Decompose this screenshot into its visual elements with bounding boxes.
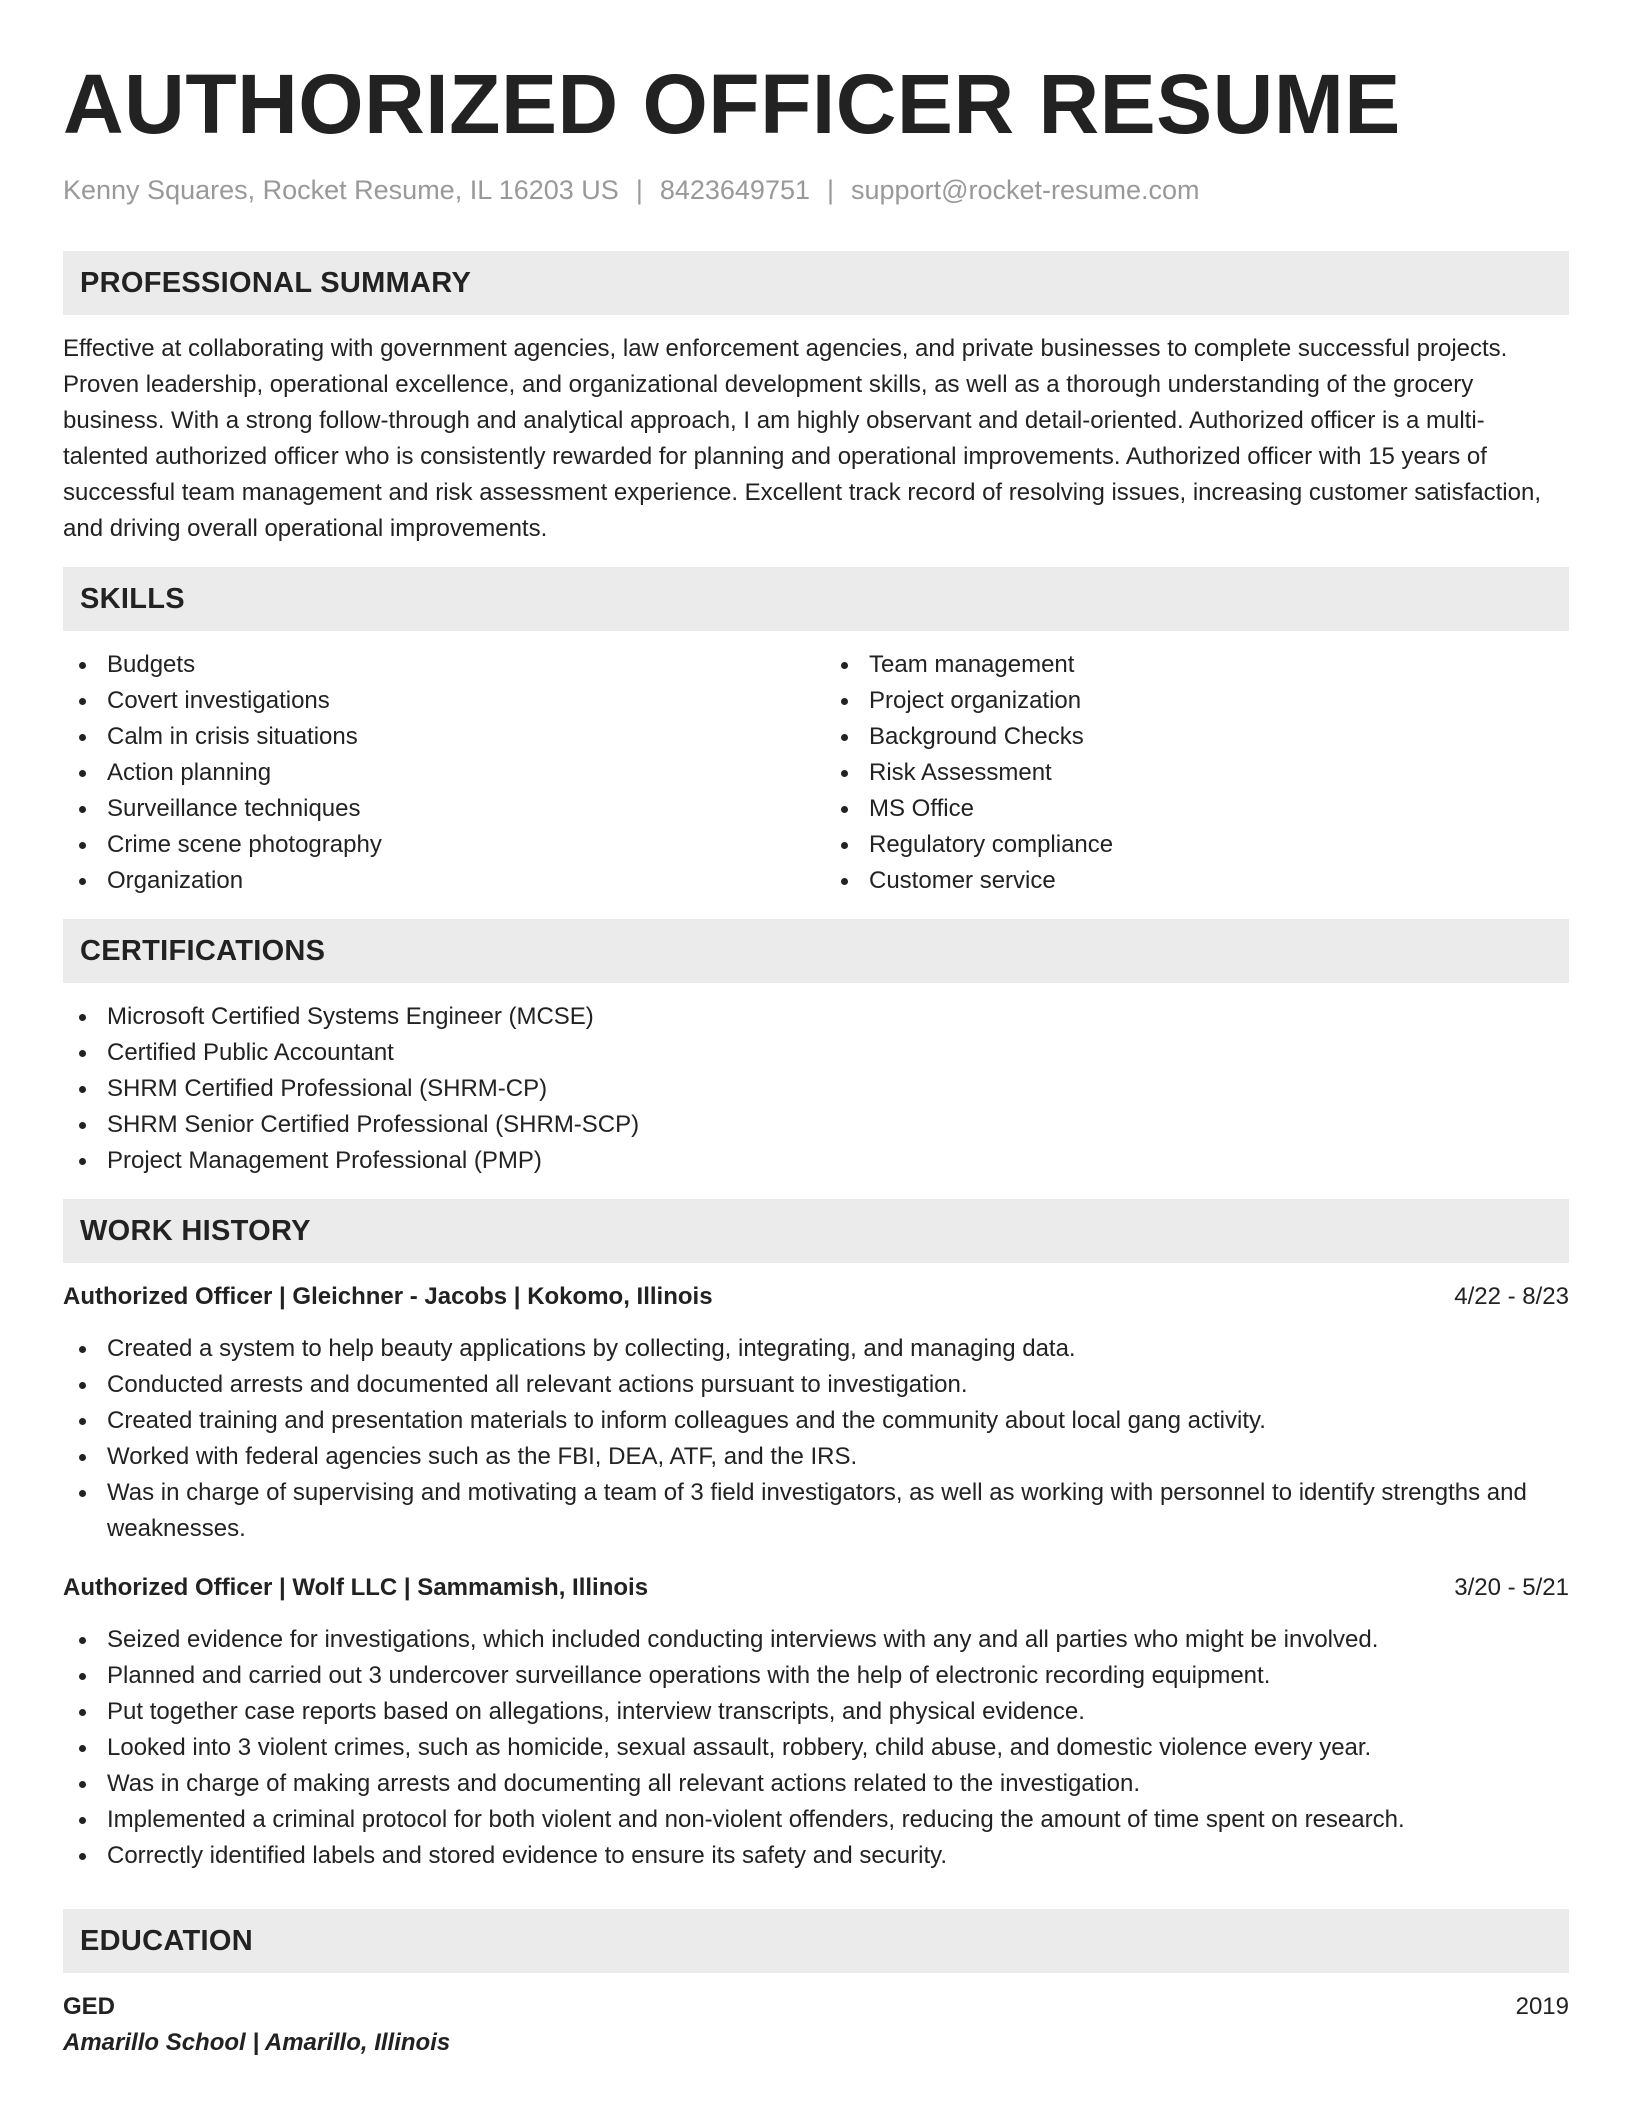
skill-item: Risk Assessment: [825, 755, 1569, 791]
skill-item: Calm in crisis situations: [63, 719, 807, 755]
skill-item: MS Office: [825, 791, 1569, 827]
job-duty: Implemented a criminal protocol for both violent and non-violent offenders, reducing the amount of time spent on research.: [63, 1802, 1569, 1838]
contact-address: Kenny Squares, Rocket Resume, IL 16203 US: [63, 175, 619, 205]
job-header: [63, 1570, 1569, 1606]
job-duty: Correctly identified labels and stored evidence to ensure its safety and security.: [63, 1838, 1569, 1874]
job-duty: Seized evidence for investigations, which included conducting interviews with any and all parties who might be involved.: [63, 1622, 1569, 1658]
skill-item: Regulatory compliance: [825, 827, 1569, 863]
job-duty: Looked into 3 violent crimes, such as homicide, sexual assault, robbery, child abuse, and domestic violence every year.: [63, 1730, 1569, 1766]
summary-heading: PROFESSIONAL SUMMARY: [63, 251, 1569, 315]
certification-item: Certified Public Accountant: [63, 1035, 1569, 1071]
education-year: 2019: [1515, 1993, 1569, 2020]
job-entry: [63, 1570, 1569, 1874]
certification-item: SHRM Certified Professional (SHRM-CP): [63, 1071, 1569, 1107]
skill-item: Budgets: [63, 647, 807, 683]
contact-separator: |: [827, 175, 835, 205]
contact-phone: 8423649751: [659, 175, 810, 205]
job-role: Authorized Officer | Wolf LLC | Sammamish, Illinois: [63, 1574, 649, 1601]
certification-item: SHRM Senior Certified Professional (SHRM-SCP): [63, 1107, 1569, 1143]
certification-item: Project Management Professional (PMP): [63, 1143, 1569, 1179]
job-duty: Created a system to help beauty applications by collecting, integrating, and managing data.: [63, 1331, 1569, 1367]
skill-item: Crime scene photography: [63, 827, 807, 863]
job-duties-list: [63, 1331, 1569, 1547]
contact-email: support@rocket-resume.com: [851, 175, 1200, 205]
certifications-list: [63, 999, 1569, 1179]
education-header: [63, 1989, 1569, 2025]
work-history-heading: WORK HISTORY: [63, 1199, 1569, 1263]
skill-item: Customer service: [825, 863, 1569, 899]
job-duty: Put together case reports based on allegations, interview transcripts, and physical evidence.: [63, 1694, 1569, 1730]
job-entry: [63, 1279, 1569, 1547]
education-heading: EDUCATION: [63, 1909, 1569, 1973]
job-dates: 4/22 - 8/23: [1454, 1283, 1569, 1310]
contact-line: [63, 172, 1569, 208]
certification-item: Microsoft Certified Systems Engineer (MCSE): [63, 999, 1569, 1035]
skill-item: Organization: [63, 863, 807, 899]
skill-item: Team management: [825, 647, 1569, 683]
job-role: Authorized Officer | Gleichner - Jacobs | Kokomo, Illinois: [63, 1283, 713, 1310]
job-duty: Created training and presentation materials to inform colleagues and the community about local gang activity.: [63, 1403, 1569, 1439]
job-duty: Was in charge of making arrests and documenting all relevant actions related to the investigation.: [63, 1766, 1569, 1802]
resume-title: AUTHORIZED OFFICER RESUME: [63, 57, 1401, 151]
job-duty: Worked with federal agencies such as the FBI, DEA, ATF, and the IRS.: [63, 1439, 1569, 1475]
summary-text: Effective at collaborating with government agencies, law enforcement agencies, and private businesses to complete successful projects. Proven leadership, operational excellence, and organizational development skills, as well as a thorough understanding of the grocery business. With a strong follow-through and analytical approach, I am highly observant and detail-oriented. Authorized officer is a multi-talented authorized officer who is consistently rewarded for planning and operational improvements. Authorized officer with 15 years of successful team management and risk assessment experience. Excellent track record of resolving issues, increasing customer satisfaction, and driving overall operational improvements.: [63, 335, 1541, 542]
skills-right-list: [825, 647, 1569, 899]
skill-item: Background Checks: [825, 719, 1569, 755]
job-duty: Planned and carried out 3 undercover surveillance operations with the help of electronic recording equipment.: [63, 1658, 1569, 1694]
education-degree: GED: [63, 1993, 116, 2020]
certifications-heading: CERTIFICATIONS: [63, 919, 1569, 983]
skill-item: Action planning: [63, 755, 807, 791]
skills-grid: [63, 631, 1569, 899]
job-dates: 3/20 - 5/21: [1454, 1574, 1569, 1601]
skills-left-list: [63, 647, 807, 899]
skill-item: Covert investigations: [63, 683, 807, 719]
job-duty: Was in charge of supervising and motivating a team of 3 field investigators, as well as working with personnel to identify strengths and weaknesses.: [63, 1475, 1569, 1547]
job-header: [63, 1279, 1569, 1315]
job-duty: Conducted arrests and documented all relevant actions pursuant to investigation.: [63, 1367, 1569, 1403]
skill-item: Surveillance techniques: [63, 791, 807, 827]
skill-item: Project organization: [825, 683, 1569, 719]
contact-separator: |: [635, 175, 643, 205]
skills-heading: SKILLS: [63, 567, 1569, 631]
job-duties-list: [63, 1622, 1569, 1874]
education-school: Amarillo School | Amarillo, Illinois: [63, 2029, 451, 2056]
